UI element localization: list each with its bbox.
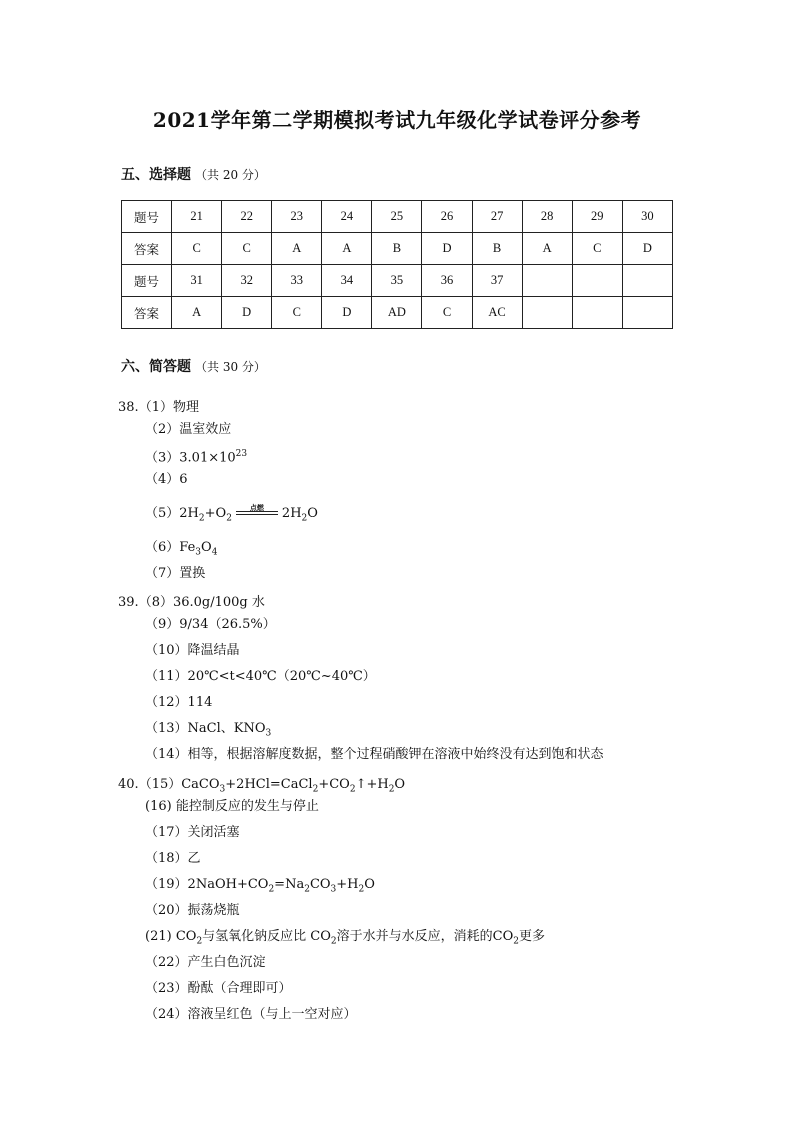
table-cell: 36 — [422, 265, 472, 297]
row-header-cell: 题号 — [122, 265, 172, 297]
table-cell: B — [372, 233, 422, 265]
table-cell: C — [272, 297, 322, 329]
answer-3: $(3)3.01\times 10^{23}$ — [145, 449, 248, 466]
table-cell: 31 — [172, 265, 222, 297]
table-cell: C — [222, 233, 272, 265]
answer-14: （14）相等，根据溶解度数据，整个过程硝酸钾在溶液中始终没有达到饱和状态 — [145, 747, 604, 762]
table-cell: 21 — [172, 201, 222, 233]
table-cell — [622, 297, 672, 329]
table-cell: B — [472, 233, 522, 265]
page-title: 2021学年第二学期模拟考试九年级化学试卷评分参考 — [152, 108, 642, 132]
answer-21: (21) $CO_2$与氢氧化钠反应比 $CO_2$溶于水并与水反应，消耗的$CO_2$更多 — [145, 929, 546, 947]
section-6-note: （共 30 分） — [195, 360, 266, 374]
question-38 — [118, 396, 199, 415]
section-5-heading — [121, 164, 266, 184]
answer-row — [122, 233, 673, 265]
table-cell: C — [422, 297, 472, 329]
answer-6: $(6)Fe_3O_4$ — [145, 540, 218, 558]
answer-7: （7）置换 — [145, 566, 206, 581]
question-number-row — [122, 265, 673, 297]
table-cell: D — [622, 233, 672, 265]
table-cell: 35 — [372, 265, 422, 297]
answer-15: $(15)CaCO_3+2HCl=CaCl_2+CO_2↑+H_2O$ — [138, 777, 406, 795]
table-cell: 27 — [472, 201, 522, 233]
question-number-row — [122, 201, 673, 233]
row-header-cell: 答案 — [122, 297, 172, 329]
table-cell: 23 — [272, 201, 322, 233]
section-5-title: 五、选择题 — [121, 167, 191, 183]
answer-22: （22）产生白色沉淀 — [145, 955, 266, 970]
table-cell: A — [522, 233, 572, 265]
table-cell — [522, 265, 572, 297]
answer-20: （20）振荡烧瓶 — [145, 903, 240, 918]
answer-row — [122, 297, 673, 329]
reaction-arrow: 点燃 — [234, 509, 280, 519]
answer-4: （4）6 — [145, 472, 188, 487]
answer-10: （10）降温结晶 — [145, 643, 240, 658]
table-cell: 33 — [272, 265, 322, 297]
table-cell — [572, 297, 622, 329]
answer-8: （8）36.0g/100g 水 — [138, 595, 265, 610]
section-6-heading — [121, 356, 266, 376]
answer-2: （2）温室效应 — [145, 422, 232, 437]
answer-5: $(5)2H_2+O_2$ 点燃 $2H_2O$ — [145, 502, 318, 524]
table-cell: D — [422, 233, 472, 265]
table-cell: 25 — [372, 201, 422, 233]
answer-9: （9）9/34（26.5%） — [145, 617, 276, 632]
table-cell: 30 — [622, 201, 672, 233]
table-cell: A — [272, 233, 322, 265]
table-cell: AC — [472, 297, 522, 329]
table-cell — [522, 297, 572, 329]
answer-16: (16) 能控制反应的发生与停止 — [145, 799, 319, 814]
table-cell: A — [322, 233, 372, 265]
table-cell: 28 — [522, 201, 572, 233]
answer-12: （12）114 — [145, 695, 213, 710]
table-cell: 34 — [322, 265, 372, 297]
answer-13: （13）NaCl、$KNO_3$ — [145, 721, 272, 739]
question-number: 40. — [118, 777, 139, 792]
table-cell: 22 — [222, 201, 272, 233]
answer-table — [121, 200, 673, 329]
table-cell: C — [572, 233, 622, 265]
table-cell: D — [322, 297, 372, 329]
table-cell: 24 — [322, 201, 372, 233]
table-cell: 32 — [222, 265, 272, 297]
table-cell: A — [172, 297, 222, 329]
answer-17: （17）关闭活塞 — [145, 825, 240, 840]
table-cell: 26 — [422, 201, 472, 233]
table-cell: AD — [372, 297, 422, 329]
answer-11: （11）20℃<t<40℃（20℃~40℃） — [145, 669, 376, 684]
answer-18: （18）乙 — [145, 851, 201, 866]
section-6-title: 六、简答题 — [121, 359, 191, 375]
row-header-cell: 题号 — [122, 201, 172, 233]
answer-24: （24）溶液呈红色（与上一空对应） — [145, 1007, 357, 1022]
answer-23: （23）酚酞（合理即可） — [145, 981, 292, 996]
table-cell: D — [222, 297, 272, 329]
answer-19: $(19)2NaOH+CO_2=Na_2CO_3+H_2O$ — [145, 877, 375, 895]
table-cell: 37 — [472, 265, 522, 297]
table-cell: 29 — [572, 201, 622, 233]
row-header-cell: 答案 — [122, 233, 172, 265]
question-39 — [118, 591, 265, 610]
answer-1: （1）物理 — [138, 400, 199, 415]
table-cell: C — [172, 233, 222, 265]
question-number: 38. — [118, 400, 139, 415]
section-5-note: （共 20 分） — [195, 168, 266, 182]
table-cell — [572, 265, 622, 297]
question-40 — [118, 773, 405, 795]
table-cell — [622, 265, 672, 297]
question-number: 39. — [118, 595, 139, 610]
